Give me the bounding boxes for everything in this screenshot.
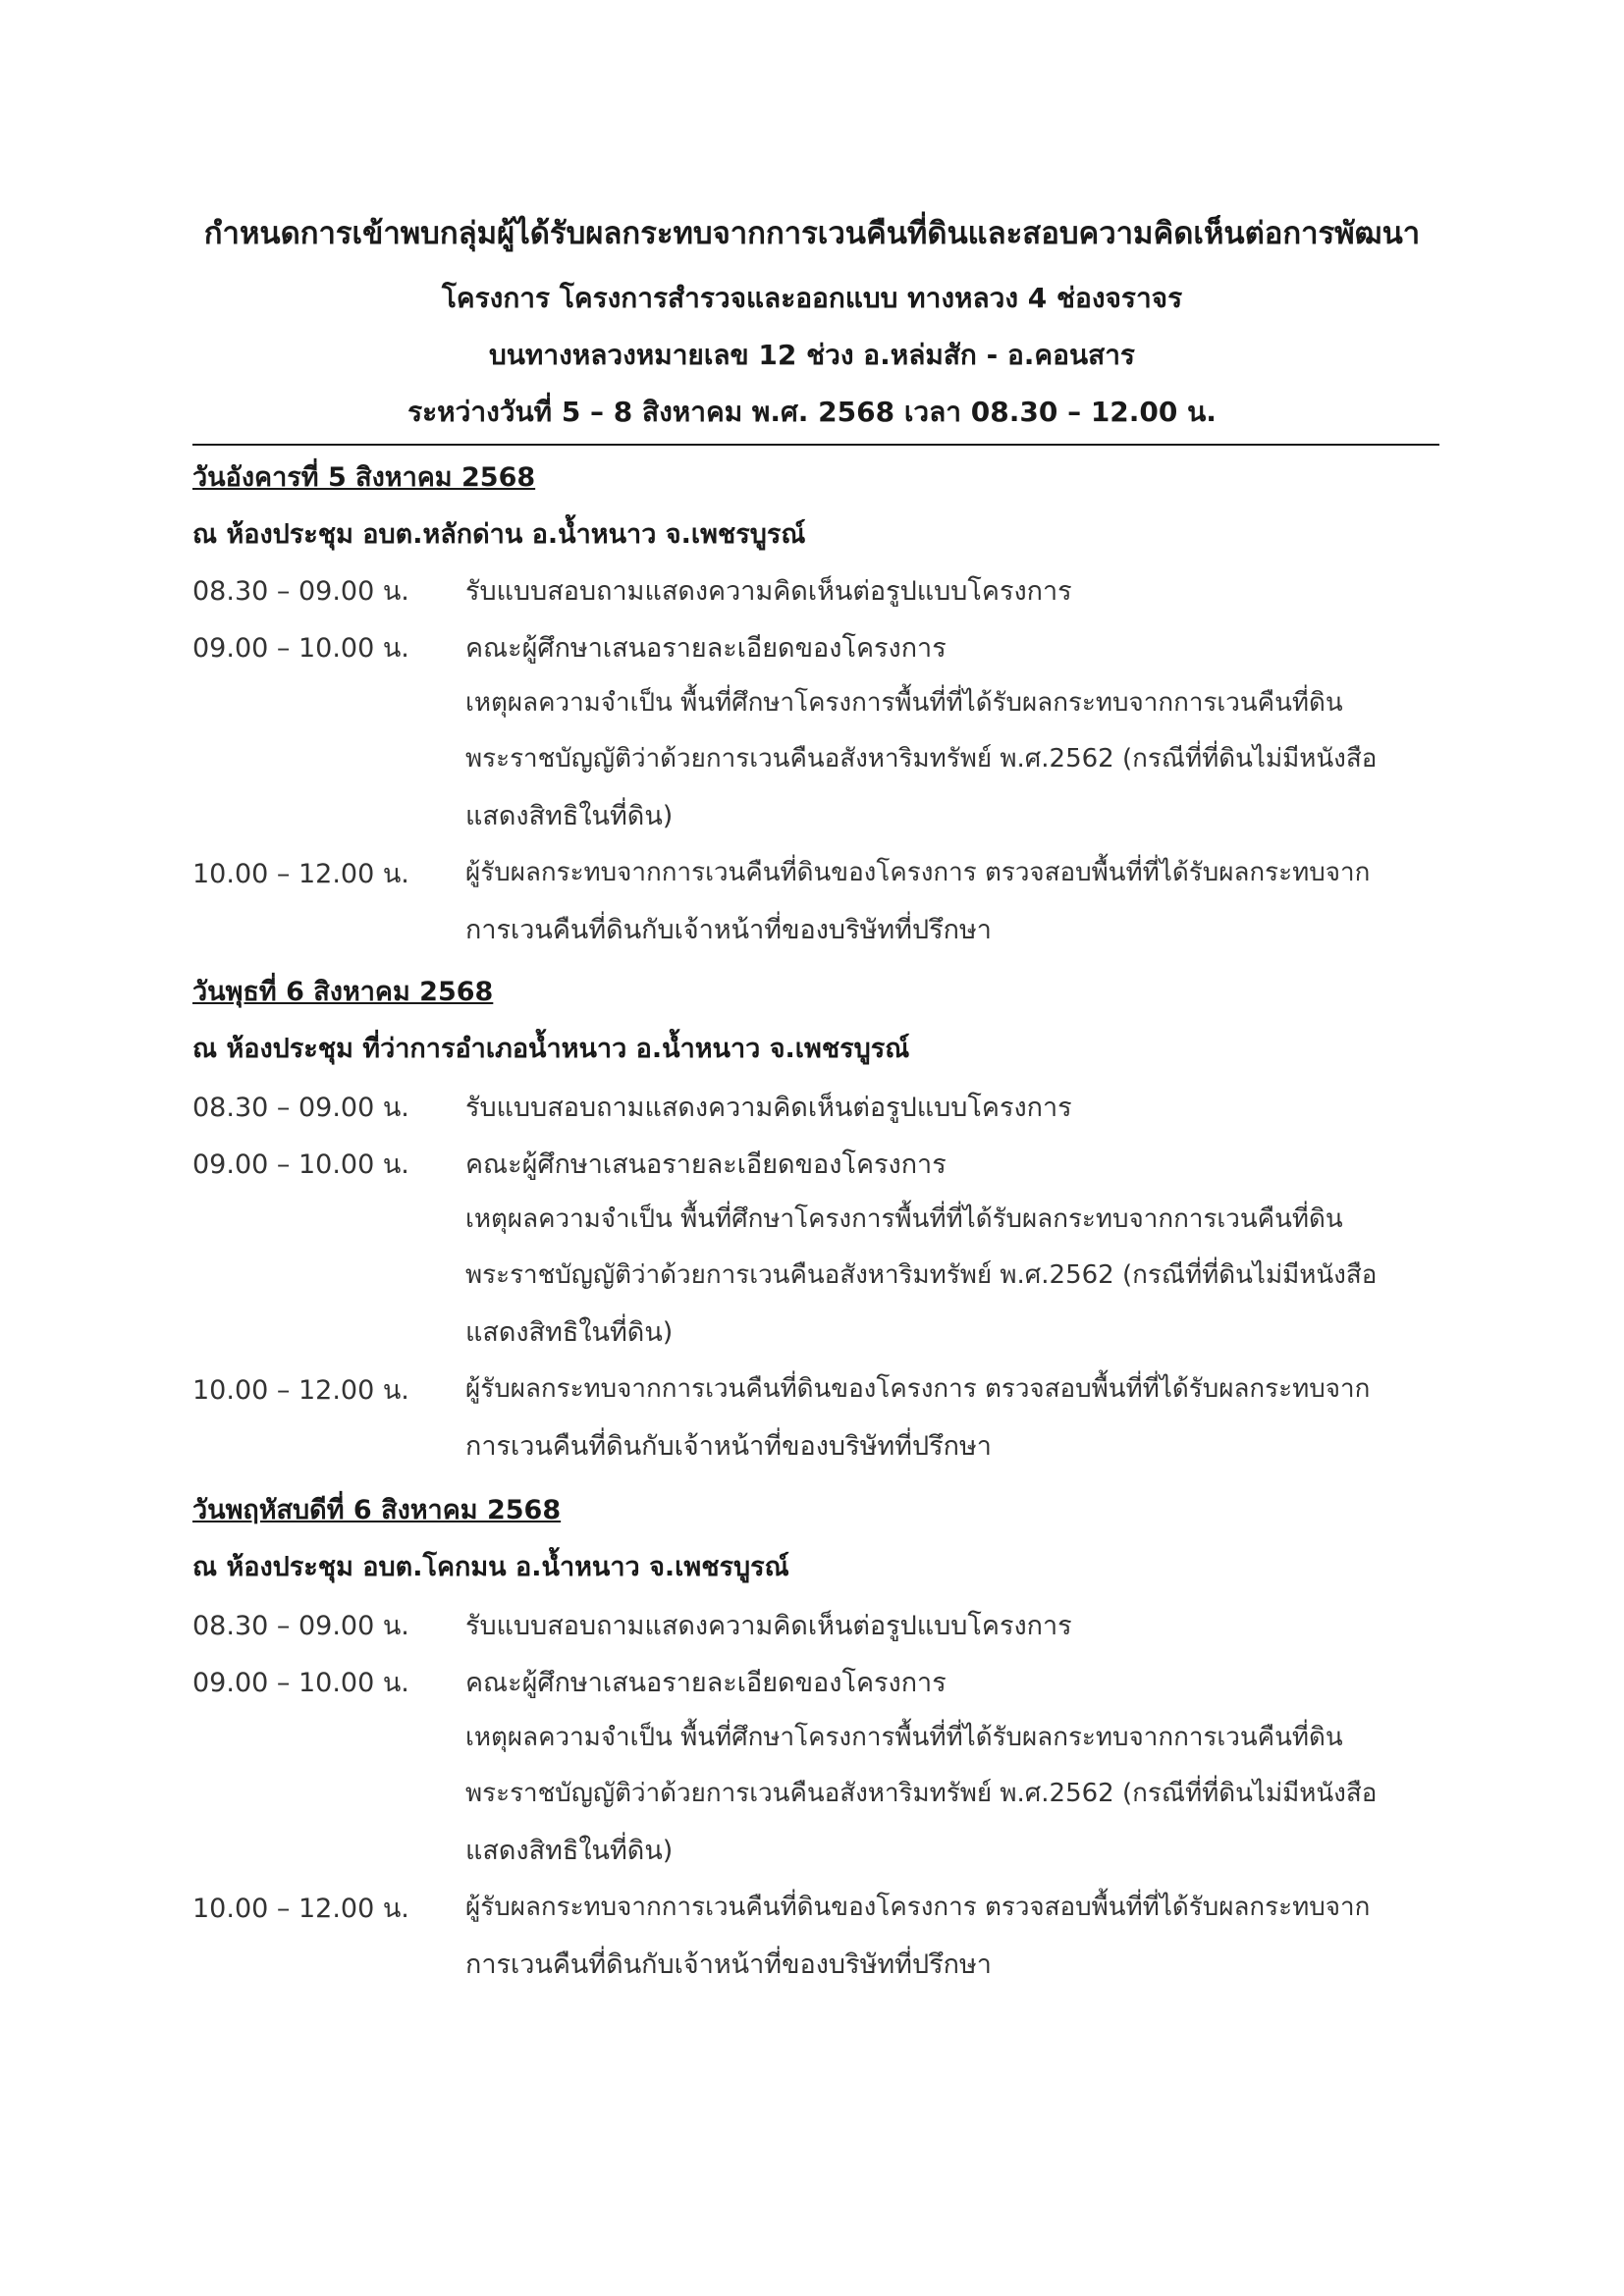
session-time: 08.30 – 09.00 น.: [192, 1611, 409, 1641]
day-heading: วันพฤหัสบดีที่ 6 สิงหาคม 2568: [192, 1495, 562, 1525]
session-description: พระราชบัญญัติว่าด้วยการเวนคืนอสังหาริมทรัพย์ พ.ศ.2562 (กรณีที่ที่ดินไม่มีหนังสือ: [465, 744, 1378, 774]
session-time: 10.00 – 12.00 น.: [192, 859, 409, 889]
session-time: 09.00 – 10.00 น.: [192, 633, 409, 664]
session-time: 09.00 – 10.00 น.: [192, 1668, 409, 1698]
session-description: รับแบบสอบถามแสดงความคิดเห็นต่อรูปแบบโครงการ: [465, 576, 1072, 607]
session-description: เหตุผลความจำเป็น พื้นที่ศึกษาโครงการพื้นที่ที่ได้รับผลกระทบจากการเวนคืนที่ดิน: [465, 1204, 1343, 1234]
session-description: การเวนคืนที่ดินกับเจ้าหน้าที่ของบริษัทที่ปรึกษา: [465, 1431, 992, 1462]
session-description: เหตุผลความจำเป็น พื้นที่ศึกษาโครงการพื้นที่ที่ได้รับผลกระทบจากการเวนคืนที่ดิน: [465, 1723, 1343, 1752]
day-heading: วันอังคารที่ 5 สิงหาคม 2568: [192, 462, 536, 493]
session-description: คณะผู้ศึกษาเสนอรายละเอียดของโครงการ: [465, 1668, 947, 1698]
project-name: โครงการ โครงการสำรวจและออกแบบ ทางหลวง 4 ช่องจราจร: [441, 282, 1183, 314]
session-description: รับแบบสอบถามแสดงความคิดเห็นต่อรูปแบบโครงการ: [465, 1093, 1072, 1123]
session-description: พระราชบัญญัติว่าด้วยการเวนคืนอสังหาริมทรัพย์ พ.ศ.2562 (กรณีที่ที่ดินไม่มีหนังสือ: [465, 1779, 1378, 1808]
venue-line: ณ ห้องประชุม ที่ว่าการอำเภอน้ำหนาว อ.น้ำหนาว จ.เพชรบูรณ์: [192, 1034, 910, 1064]
session-time: 08.30 – 09.00 น.: [192, 1093, 409, 1123]
document-title: กำหนดการเข้าพบกลุ่มผู้ได้รับผลกระทบจากการเวนคืนที่ดินและสอบความคิดเห็นต่อการพัฒนา: [203, 216, 1421, 251]
route-description: บนทางหลวงหมายเลข 12 ช่วง อ.หล่มสัก - อ.คอนสาร: [489, 339, 1135, 371]
session-description: คณะผู้ศึกษาเสนอรายละเอียดของโครงการ: [465, 633, 947, 664]
session-description: การเวนคืนที่ดินกับเจ้าหน้าที่ของบริษัทที่ปรึกษา: [465, 915, 992, 945]
day-heading: วันพุธที่ 6 สิงหาคม 2568: [192, 977, 494, 1007]
header-divider: [192, 444, 1439, 446]
session-description: เหตุผลความจำเป็น พื้นที่ศึกษาโครงการพื้นที่ที่ได้รับผลกระทบจากการเวนคืนที่ดิน: [465, 688, 1343, 718]
session-description: พระราชบัญญัติว่าด้วยการเวนคืนอสังหาริมทรัพย์ พ.ศ.2562 (กรณีที่ที่ดินไม่มีหนังสือ: [465, 1260, 1378, 1290]
session-time: 09.00 – 10.00 น.: [192, 1149, 409, 1180]
session-description: การเวนคืนที่ดินกับเจ้าหน้าที่ของบริษัทที่ปรึกษา: [465, 1949, 992, 1980]
session-description: ผู้รับผลกระทบจากการเวนคืนที่ดินของโครงการ ตรวจสอบพื้นที่ที่ได้รับผลกระทบจาก: [465, 858, 1371, 887]
session-description: แสดงสิทธิในที่ดิน): [465, 801, 674, 831]
venue-line: ณ ห้องประชุม อบต.หลักด่าน อ.น้ำหนาว จ.เพชรบูรณ์: [192, 519, 806, 550]
venue-line: ณ ห้องประชุม อบต.โคกมน อ.น้ำหนาว จ.เพชรบูรณ์: [192, 1552, 789, 1582]
session-time: 08.30 – 09.00 น.: [192, 576, 409, 607]
session-description: แสดงสิทธิในที่ดิน): [465, 1836, 674, 1866]
session-description: ผู้รับผลกระทบจากการเวนคืนที่ดินของโครงการ ตรวจสอบพื้นที่ที่ได้รับผลกระทบจาก: [465, 1374, 1371, 1404]
session-time: 10.00 – 12.00 น.: [192, 1375, 409, 1406]
session-time: 10.00 – 12.00 น.: [192, 1894, 409, 1924]
date-range: ระหว่างวันที่ 5 – 8 สิงหาคม พ.ศ. 2568 เวลา 08.30 – 12.00 น.: [407, 396, 1217, 428]
session-description: รับแบบสอบถามแสดงความคิดเห็นต่อรูปแบบโครงการ: [465, 1611, 1072, 1641]
session-description: แสดงสิทธิในที่ดิน): [465, 1317, 674, 1348]
session-description: คณะผู้ศึกษาเสนอรายละเอียดของโครงการ: [465, 1149, 947, 1180]
session-description: ผู้รับผลกระทบจากการเวนคืนที่ดินของโครงการ ตรวจสอบพื้นที่ที่ได้รับผลกระทบจาก: [465, 1893, 1371, 1922]
